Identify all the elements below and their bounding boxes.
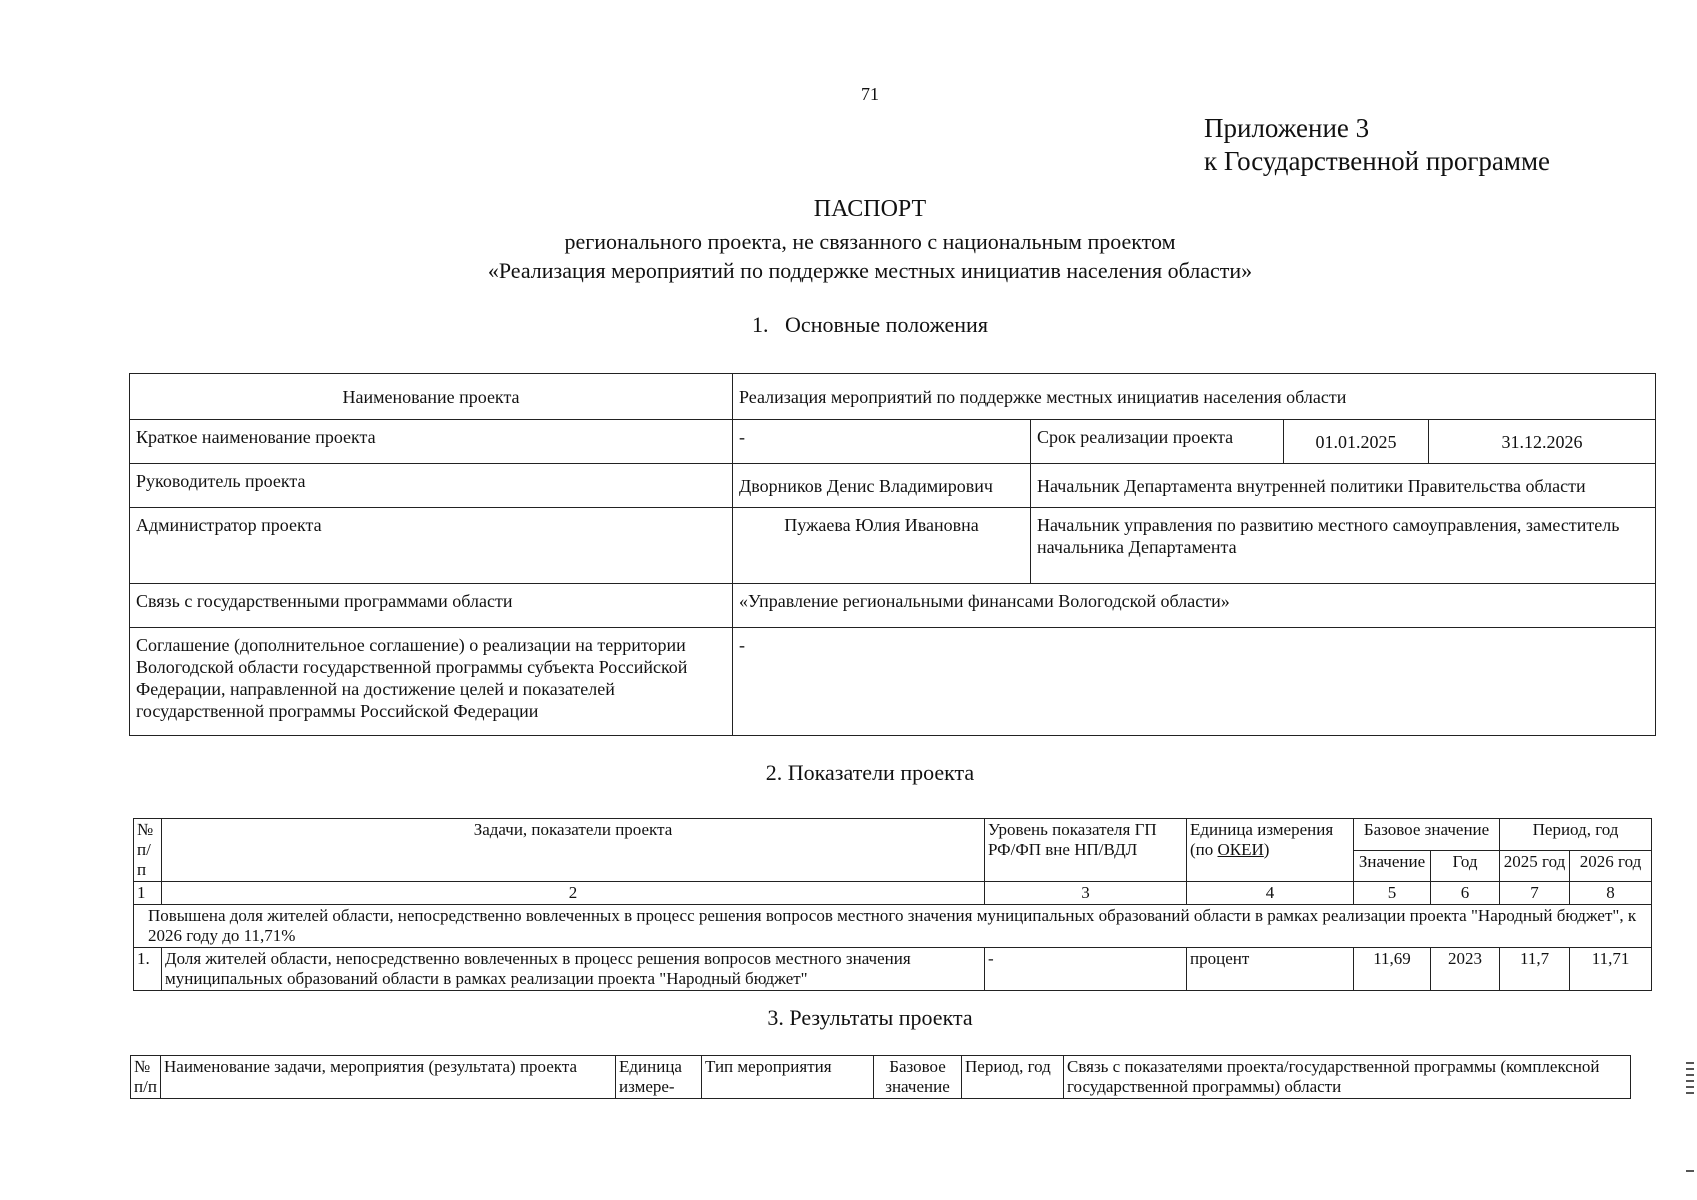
indicators-table [133, 818, 1652, 991]
admin-position: Начальник управления по развитию местного самоуправления, заместитель начальника Департамента [1031, 508, 1656, 584]
column-number-row [134, 882, 1652, 905]
base-value: 11,69 [1354, 948, 1431, 991]
header-base-year: Год [1431, 850, 1500, 882]
col-number: 8 [1570, 882, 1652, 905]
head-name: Дворников Денис Владимирович [733, 464, 1031, 508]
table-row [130, 464, 1656, 508]
header-period: Период, год [962, 1056, 1064, 1099]
indicator-name: Доля жителей области, непосредственно вовлеченных в процесс решения вопросов местного значения муниципальных образований области в рамках реализации проекта "Народный бюджет" [162, 948, 985, 991]
header-name: Наименование задачи, мероприятия (результата) проекта [161, 1056, 616, 1099]
header-base: Базовое значение [1354, 819, 1500, 851]
col-number: 5 [1354, 882, 1431, 905]
header-level: Уровень показателя ГП РФ/ФП вне НП/ВДЛ [985, 819, 1187, 882]
indicator-unit: процент [1187, 948, 1354, 991]
table-row [130, 628, 1656, 736]
value-2026: 11,71 [1570, 948, 1652, 991]
head-label: Руководитель проекта [130, 464, 733, 508]
section-3-heading: 3. Результаты проекта [767, 1005, 973, 1030]
header-type: Тип мероприятия [702, 1056, 874, 1099]
section-2-heading: 2. Показатели проекта [765, 760, 975, 785]
agreement-label: Соглашение (дополнительное соглашение) о реализации на территории Вологодской области государственной программы субъекта Российской Федерации, направленной на достижение целей и показателей государственной программы Российской Федерации [130, 628, 733, 736]
results-table [130, 1055, 1631, 1099]
base-year: 2023 [1431, 948, 1500, 991]
header-base: Базовое значение [874, 1056, 962, 1099]
section-1-heading: 1. Основные положения [752, 312, 988, 337]
table-row [130, 508, 1656, 584]
header-num: № п/п [134, 819, 162, 882]
term-end: 31.12.2026 [1429, 420, 1656, 464]
table-row [130, 374, 1656, 420]
document-title: ПАСПОРТ [813, 196, 927, 222]
table-header-row [131, 1056, 1631, 1099]
table-row [134, 948, 1652, 991]
col-number: 3 [985, 882, 1187, 905]
head-position: Начальник Департамента внутренней политики Правительства области [1031, 464, 1656, 508]
table-row [130, 420, 1656, 464]
col-number: 6 [1431, 882, 1500, 905]
main-provisions-table [129, 373, 1656, 736]
document-subtitle: регионального проекта, не связанного с национальным проектом [564, 229, 1176, 254]
project-name-value: Реализация мероприятий по поддержке местных инициатив населения области [733, 374, 1656, 420]
header-unit [1187, 819, 1354, 882]
col-number: 2 [162, 882, 985, 905]
scan-edge-mark [1686, 1170, 1694, 1172]
col-number: 4 [1187, 882, 1354, 905]
appendix-note [1204, 112, 1550, 178]
admin-name: Пужаева Юлия Ивановна [733, 508, 1031, 584]
header-period: Период, год [1500, 819, 1652, 851]
project-title: «Реализация мероприятий по поддержке местных инициатив населения области» [487, 258, 1253, 283]
header-unit: Единица измере- [616, 1056, 702, 1099]
header-unit-prefix: Единица измерения (по [1190, 820, 1334, 859]
value-2025: 11,7 [1500, 948, 1570, 991]
short-name-label: Краткое наименование проекта [130, 420, 733, 464]
page-number: 71 [861, 84, 879, 104]
table-header-row [134, 819, 1652, 851]
header-link: Связь с показателями проекта/государственной программы (комплексной государственной программы) области [1064, 1056, 1631, 1099]
term-label: Срок реализации проекта [1031, 420, 1284, 464]
link-label: Связь с государственными программами области [130, 584, 733, 628]
project-name-label: Наименование проекта [130, 374, 733, 420]
col-number: 7 [1500, 882, 1570, 905]
link-value: «Управление региональными финансами Вологодской области» [733, 584, 1656, 628]
admin-label: Администратор проекта [130, 508, 733, 584]
header-unit-suffix: ) [1263, 840, 1270, 859]
scan-edge-marks [1686, 1062, 1694, 1098]
col-number: 1 [134, 882, 162, 905]
short-name-value: - [733, 420, 1031, 464]
okei-link[interactable]: ОКЕИ [1217, 840, 1264, 859]
row-num: 1. [134, 948, 162, 991]
indicator-level: - [985, 948, 1187, 991]
appendix-line-1: Приложение 3 [1204, 113, 1370, 143]
header-2026: 2026 год [1570, 850, 1652, 882]
term-start: 01.01.2025 [1284, 420, 1429, 464]
table-row [130, 584, 1656, 628]
header-2025: 2025 год [1500, 850, 1570, 882]
appendix-line-2: к Государственной программе [1204, 146, 1551, 176]
agreement-value: - [733, 628, 1656, 736]
header-num: № п/п [131, 1056, 161, 1099]
header-base-value: Значение [1354, 850, 1431, 882]
task-row [134, 905, 1652, 948]
header-tasks: Задачи, показатели проекта [162, 819, 985, 882]
task-text: Повышена доля жителей области, непосредственно вовлеченных в процесс решения вопросов местного значения муниципальных образований области в рамках реализации проекта "Народный бюджет", к 2026 году до 11,71% [134, 905, 1652, 948]
